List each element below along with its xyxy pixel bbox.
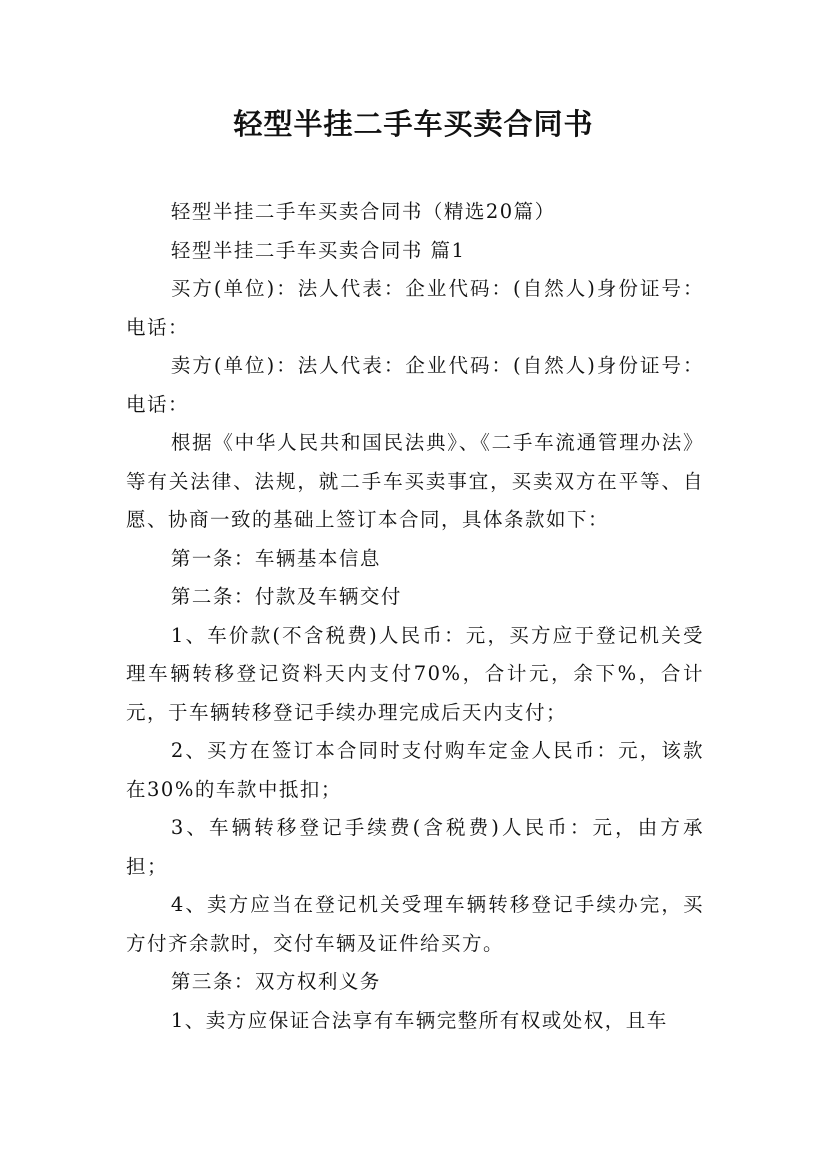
document-body — [126, 193, 704, 1040]
paragraph-article-3: 第三条：双方权利义务 — [170, 970, 381, 993]
paragraph-clause-2-3: 3、车辆转移登记手续费(含税费)人民币：元，由方承担； — [126, 816, 704, 878]
paragraph-subtitle: 轻型半挂二手车买卖合同书（精选20篇） — [170, 200, 556, 223]
paragraph-article-2: 第二条：付款及车辆交付 — [170, 585, 402, 608]
document-title: 轻型半挂二手车买卖合同书 — [233, 107, 594, 141]
paragraph-clause-2-1: 1、车价款(不含税费)人民币：元，买方应于登记机关受理车辆转移登记资料天内支付70%，合计元，余下%，合计元，于车辆转移登记手续办理完成后天内支付； — [126, 623, 704, 724]
paragraph-clause-3-1: 1、卖方应保证合法享有车辆完整所有权或处权，且车 — [170, 1008, 668, 1032]
paragraph-article-1: 第一条：车辆基本信息 — [170, 546, 381, 570]
paragraph-clause-2-4: 4、卖方应当在登记机关受理车辆转移登记手续办完，买方付齐余款时，交付车辆及证件给买方。 — [126, 893, 704, 955]
paragraph-section-heading: 轻型半挂二手车买卖合同书 篇1 — [170, 238, 466, 262]
paragraph-clause-2-2: 2、买方在签订本合同时支付购车定金人民币：元，该款在30%的车款中抵扣； — [126, 739, 704, 801]
paragraph-preamble: 根据《中华人民共和国民法典》、《二手车流通管理办法》等有关法律、法规，就二手车买卖事宜，买卖双方在平等、自愿、协商一致的基础上签订本合同，具体条款如下： — [126, 431, 704, 531]
paragraph-buyer: 买方(单位)：法人代表：企业代码：(自然人)身份证号：电话： — [126, 277, 704, 339]
paragraph-seller: 卖方(单位)：法人代表：企业代码：(自然人)身份证号：电话： — [126, 354, 704, 416]
